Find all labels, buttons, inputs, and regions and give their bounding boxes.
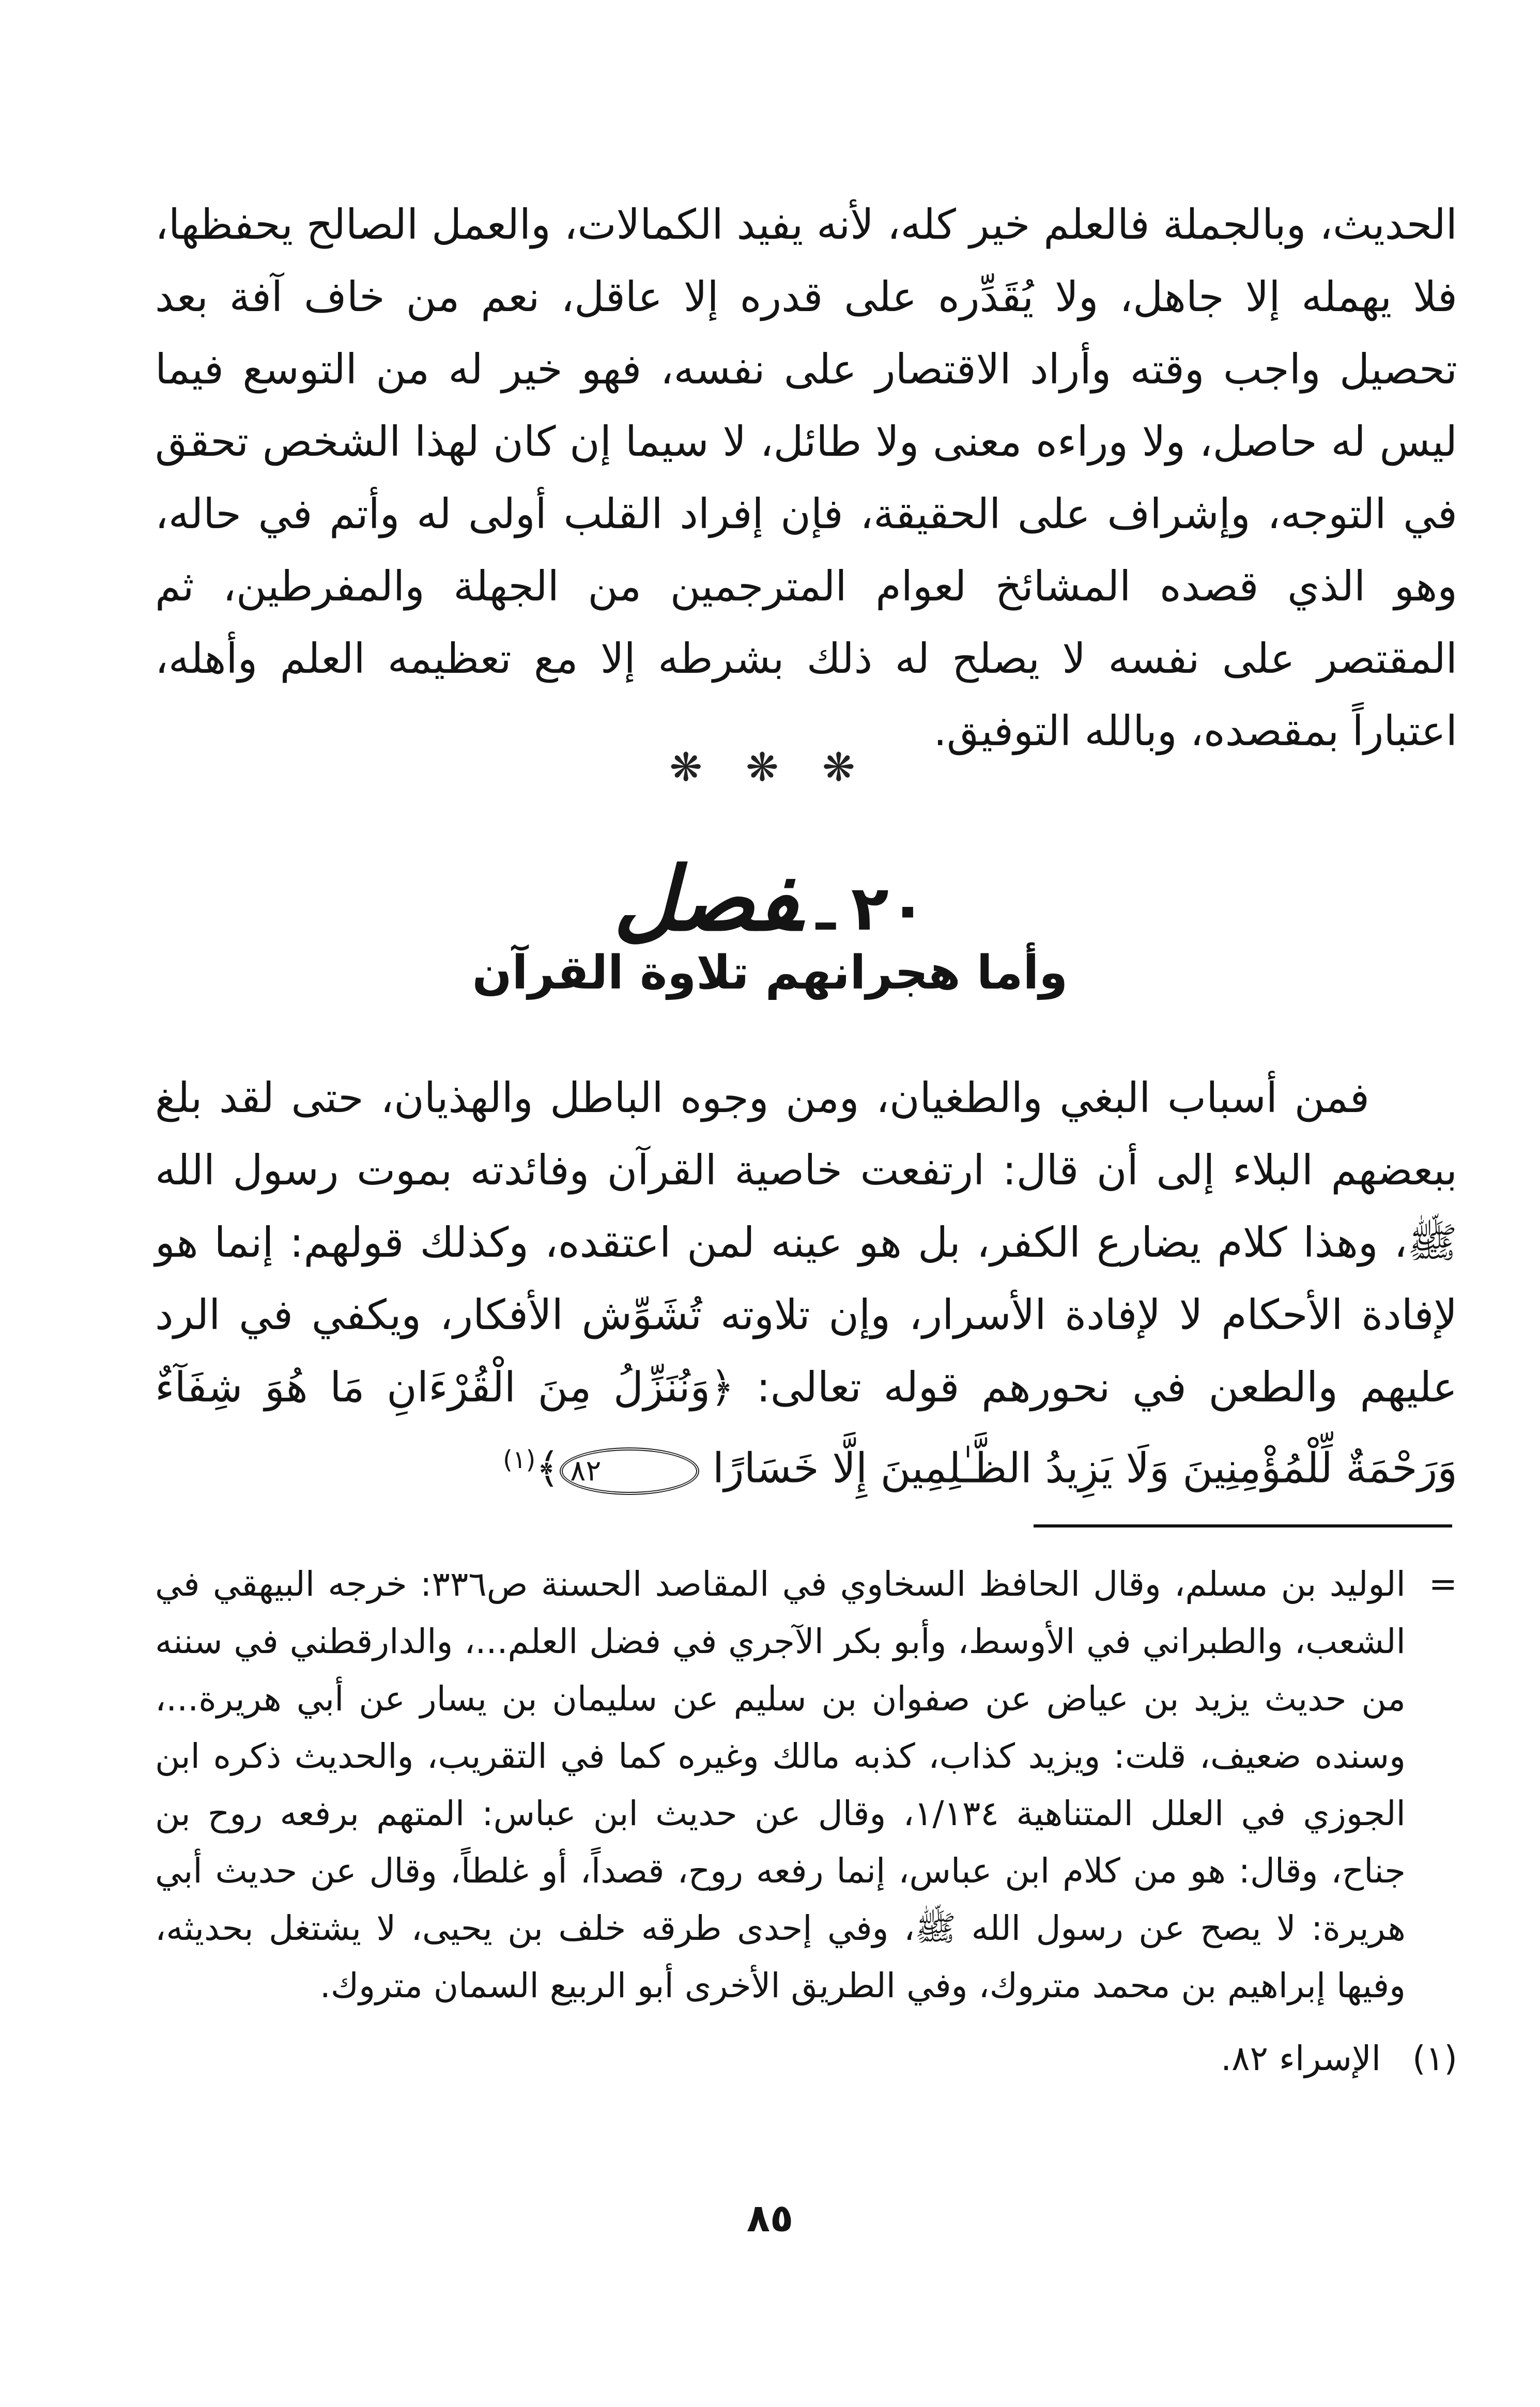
ornament-divider: ❋ ❋ ❋ xyxy=(669,744,871,790)
footnote-separator xyxy=(1034,1524,1452,1527)
footnote-reference: (١) xyxy=(503,1445,536,1474)
quran-open-bracket: ﴿ xyxy=(710,1363,735,1411)
section-label: فصل xyxy=(613,847,801,951)
footnote-continuation-text: الوليد بن مسلم، وقال الحافظ السخاوي في المقاصد الحسنة ص٣٣٦: خرجه البيهقي في الشعب، والطبراني في الأوسط، وأبو بكر الآجري في فضل العلم...، والدارقطني في سننه من حديث يزيد بن عياض عن صفوان بن سليم عن سليمان بن يسار عن أبي هريرة...، وسنده ضعيف، قلت: ويزيد كذاب، كذبه مالك وغيره كما في التقريب، والحديث ذكره ابن الجوزي في العلل المتناهية ١/١٣٤، وقال عن حديث ابن عباس: المتهم برفعه روح بن جناح، وقال: هو من كلام ابن عباس، إنما رفعه روح، قصداً، أو غلطاً، وقال عن حديث أبي هريرة: لا يصح عن رسول الله ﷺ، وفي إحدى طرقه خلف بن يحيى، لا يشتغل بحديثه، وفيها إبراهيم بن محمد متروك، وفي الطريق الأخرى أبو الربيع السمان متروك. xyxy=(155,1564,1406,2005)
footnote-1-text: الإسراء ٨٢. xyxy=(1221,2039,1381,2078)
section-number: ٢٠ xyxy=(851,873,927,945)
ayah-number-badge: ٨٢ xyxy=(560,1447,699,1495)
quran-verse: وَنُنَزِّلُ مِنَ الْقُرْءَانِ مَا هُوَ شِفَآءٌ وَرَحْمَةٌ لِّلْمُؤْمِنِينَ وَلَا يَزِيدُ الظَّـٰلِمِينَ إِلَّا خَسَارًا xyxy=(155,1363,1457,1492)
continuation-marker: = xyxy=(1428,1564,1457,1604)
footnote-continuation xyxy=(155,1555,1457,2014)
paragraph-main-text: فمن أسباب البغي والطغيان، ومن وجوه الباطل والهذيان، حتى لقد بلغ ببعضهم البلاء إلى أن قال: ارتفعت خاصية القرآن وفائدته بموت رسول الله ﷺ، وهذا كلام يضارع الكفر، بل هو عينه لمن اعتقده، وكذلك قولهم: إنما هو لإفادة الأحكام لا لإفادة الأسرار، وإن تلاوته تُشَوِّش الأفكار، ويكفي في الرد عليهم والطعن في نحورهم قوله تعالى: xyxy=(155,1074,1458,1411)
footnote-1 xyxy=(155,2030,1457,2087)
footnotes xyxy=(155,1555,1457,2087)
paragraph-main xyxy=(155,1062,1457,1505)
footnote-1-number: (١) xyxy=(1412,2039,1457,2078)
quran-close-bracket: ﴾ xyxy=(535,1444,560,1492)
page-number: ٨٥ xyxy=(746,2196,794,2241)
section-dash: ـ xyxy=(816,877,836,943)
paragraph-top: الحديث، وبالجملة فالعلم خير كله، لأنه يفيد الكمالات، والعمل الصالح يحفظها، فلا يهمله إلا جاهل، ولا يُقَدِّره على قدره إلا عاقل، نعم من خاف آفة بعد تحصيل واجب وقته وأراد الاقتصار على نفسه، فهو خير له من التوسع فيما ليس له حاصل، ولا وراءه معنى ولا طائل، لا سيما إن كان لهذا الشخص تحقق في التوجه، وإشراف على الحقيقة، فإن إفراد القلب أولى له وأتم في حاله، وهو الذي قصده المشائخ لعوام المترجمين من الجهلة والمفرطين، ثم المقتصر على نفسه لا يصلح له ذلك بشرطه إلا مع تعظيمه العلم وأهله، اعتباراً بمقصده، وبالله التوفيق. xyxy=(155,200,1457,755)
section-subtitle: وأما هجرانهم تلاوة القرآن xyxy=(472,946,1068,1000)
section-heading xyxy=(0,847,1540,951)
